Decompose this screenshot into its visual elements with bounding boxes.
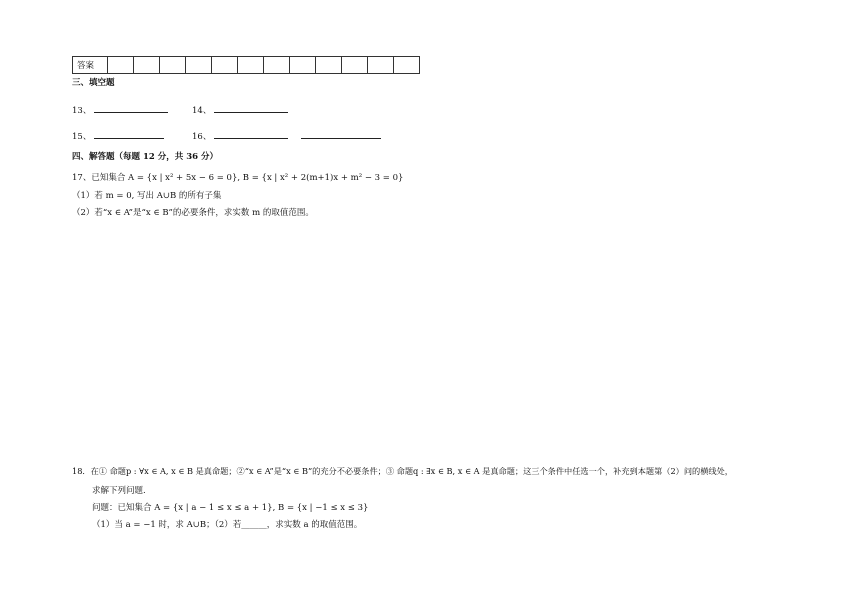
answer-cell[interactable] xyxy=(238,57,264,74)
fill-15-blank[interactable] xyxy=(94,129,164,139)
fill-13 xyxy=(72,103,168,116)
answer-cell[interactable] xyxy=(108,57,134,74)
fill-16-blank-2[interactable] xyxy=(301,129,381,139)
answer-cell[interactable] xyxy=(394,57,420,74)
fill-14 xyxy=(192,103,288,116)
q17-part2: （2）若“x ∈ A”是“x ∈ B”的必要条件，求实数 m 的取值范围。 xyxy=(72,208,314,218)
q18-line4: （1）当 a = −1 时，求 A∪B；（2）若______，求实数 a 的取值范围。 xyxy=(92,520,363,530)
answer-cell[interactable] xyxy=(134,57,160,74)
answer-cell[interactable] xyxy=(316,57,342,74)
q18-line2: 求解下列问题. xyxy=(92,486,146,496)
answer-cell[interactable] xyxy=(264,57,290,74)
q17-part1: （1）若 m = 0, 写出 A∪B 的所有子集 xyxy=(72,191,222,201)
fill-15 xyxy=(72,129,164,142)
q18-line1: 18．在① 命题p : ∀x ∈ A, x ∈ B 是真命题；②“x ∈ A”是“x ∈ B”的充分不必要条件；③ 命题q : ∃x ∈ B, x ∈ A 是真命题；这三个条件中任选一个，补充到本题第（2）问的横线处， xyxy=(72,466,733,476)
answer-cell[interactable] xyxy=(342,57,368,74)
answer-cell[interactable] xyxy=(160,57,186,74)
answer-cell[interactable] xyxy=(368,57,394,74)
fill-16 xyxy=(192,129,381,142)
answer-row xyxy=(73,57,420,74)
fill-15-number: 15、 xyxy=(72,132,92,142)
fill-16-blank-1[interactable] xyxy=(214,129,288,139)
answer-label: 答案 xyxy=(73,57,108,74)
fill-16-number: 16、 xyxy=(192,132,212,142)
q17-stem: 17、已知集合 A = {x | x² + 5x − 6 = 0}, B = {x | x² + 2(m+1)x + m² − 3 = 0} xyxy=(72,173,404,183)
fill-13-number: 13、 xyxy=(72,106,92,116)
fill-14-blank[interactable] xyxy=(214,103,288,113)
answer-cell[interactable] xyxy=(290,57,316,74)
q18-line3: 问题：已知集合 A = {x | a − 1 ≤ x ≤ a + 1}, B = {x | −1 ≤ x ≤ 3} xyxy=(92,503,369,513)
fill-14-number: 14、 xyxy=(192,106,212,116)
fill-13-blank[interactable] xyxy=(94,103,168,113)
answer-cell[interactable] xyxy=(212,57,238,74)
section4-title: 四、解答题（每题 12 分，共 36 分） xyxy=(72,152,218,162)
answer-table xyxy=(72,56,420,74)
section3-title: 三、填空题 xyxy=(72,78,115,88)
answer-cell[interactable] xyxy=(186,57,212,74)
